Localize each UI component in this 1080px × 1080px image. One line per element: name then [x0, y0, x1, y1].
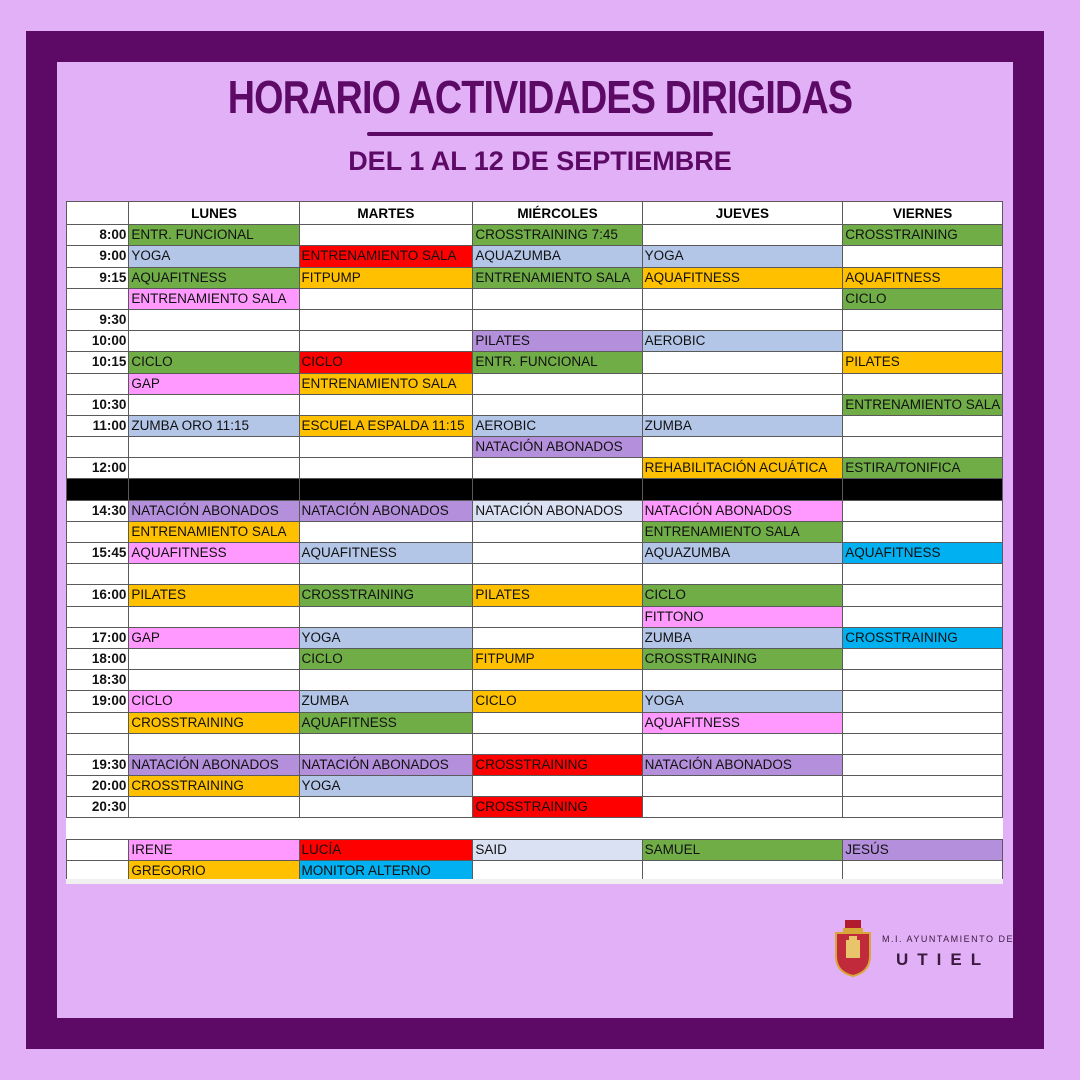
lunch-cell [67, 479, 129, 500]
schedule-row [67, 352, 1003, 373]
activity-cell: ENTRENAMIENTO SALA [129, 288, 299, 309]
activity-cell: AQUAFITNESS [843, 267, 1003, 288]
activity-cell: ENTRENAMIENTO SALA [473, 267, 642, 288]
activity-cell [642, 309, 843, 330]
activity-cell [642, 394, 843, 415]
time-cell: 16:00 [67, 585, 129, 606]
schedule-row [67, 521, 1003, 542]
activity-cell: CROSSTRAINING [843, 627, 1003, 648]
activity-cell [299, 394, 473, 415]
spacer-cell [473, 818, 642, 839]
activity-cell [129, 458, 299, 479]
activity-cell [642, 352, 843, 373]
time-cell: 18:30 [67, 670, 129, 691]
time-cell: 14:30 [67, 500, 129, 521]
activity-cell [129, 606, 299, 627]
activity-cell: NATACIÓN ABONADOS [642, 500, 843, 521]
time-cell: 19:00 [67, 691, 129, 712]
activity-cell [299, 458, 473, 479]
schedule-row [67, 585, 1003, 606]
lunch-cell [299, 479, 473, 500]
activity-cell: SAMUEL [642, 839, 843, 860]
activity-cell: NATACIÓN ABONADOS [129, 754, 299, 775]
time-cell [67, 839, 129, 860]
activity-cell: REHABILITACIÓN ACUÁTICA [642, 458, 843, 479]
lunch-cell [642, 479, 843, 500]
time-cell: 12:00 [67, 458, 129, 479]
time-cell: 10:30 [67, 394, 129, 415]
schedule-row [67, 691, 1003, 712]
activity-cell: CROSSTRAINING [473, 797, 642, 818]
day-header: VIERNES [843, 202, 1003, 225]
activity-cell: ENTR. FUNCIONAL [473, 352, 642, 373]
header-row [67, 202, 1003, 225]
schedule-row [67, 733, 1003, 754]
activity-cell: CICLO [129, 691, 299, 712]
activity-cell [129, 437, 299, 458]
activity-cell [843, 373, 1003, 394]
time-cell: 19:30 [67, 754, 129, 775]
time-cell [67, 437, 129, 458]
time-cell: 20:30 [67, 797, 129, 818]
activity-cell [843, 776, 1003, 797]
schedule-row [67, 606, 1003, 627]
activity-cell [642, 733, 843, 754]
lunch-cell [843, 479, 1003, 500]
activity-cell: AQUAFITNESS [129, 543, 299, 564]
activity-cell [129, 564, 299, 585]
activity-cell [299, 288, 473, 309]
activity-cell: PILATES [843, 352, 1003, 373]
activity-cell: NATACIÓN ABONADOS [473, 437, 642, 458]
activity-cell [843, 648, 1003, 669]
activity-cell: YOGA [299, 627, 473, 648]
activity-cell: CROSSTRAINING [843, 225, 1003, 246]
time-cell [67, 733, 129, 754]
activity-cell: AQUAFITNESS [299, 712, 473, 733]
time-cell: 11:00 [67, 415, 129, 436]
activity-cell: CROSSTRAINING [129, 776, 299, 797]
schedule-row [67, 373, 1003, 394]
activity-cell [473, 564, 642, 585]
activity-cell: AQUAFITNESS [642, 267, 843, 288]
activity-cell: CICLO [299, 648, 473, 669]
activity-cell [129, 648, 299, 669]
activity-cell: GAP [129, 627, 299, 648]
activity-cell: GAP [129, 373, 299, 394]
activity-cell: AQUAFITNESS [129, 267, 299, 288]
activity-cell [129, 309, 299, 330]
activity-cell: YOGA [642, 246, 843, 267]
activity-cell [843, 331, 1003, 352]
activity-cell [299, 309, 473, 330]
activity-cell: AQUAZUMBA [473, 246, 642, 267]
activity-cell [299, 670, 473, 691]
time-cell: 17:00 [67, 627, 129, 648]
time-cell [67, 373, 129, 394]
activity-cell: ESTIRA/TONIFICA [843, 458, 1003, 479]
activity-cell: CICLO [299, 352, 473, 373]
activity-cell: NATACIÓN ABONADOS [299, 500, 473, 521]
day-header: JUEVES [642, 202, 843, 225]
activity-cell: CROSSTRAINING [642, 648, 843, 669]
sheet-tab-strip [66, 879, 1003, 884]
activity-cell [473, 373, 642, 394]
time-cell: 8:00 [67, 225, 129, 246]
activity-cell: AQUAFITNESS [843, 543, 1003, 564]
activity-cell [642, 670, 843, 691]
activity-cell: YOGA [299, 776, 473, 797]
activity-cell [473, 394, 642, 415]
activity-cell [843, 500, 1003, 521]
activity-cell [299, 564, 473, 585]
activity-cell [129, 733, 299, 754]
spacer-cell [129, 818, 299, 839]
activity-cell [129, 670, 299, 691]
schedule-row [67, 415, 1003, 436]
activity-cell: AQUAFITNESS [299, 543, 473, 564]
activity-cell: NATACIÓN ABONADOS [642, 754, 843, 775]
activity-cell: NATACIÓN ABONADOS [129, 500, 299, 521]
activity-cell [299, 733, 473, 754]
activity-cell: PILATES [129, 585, 299, 606]
schedule-table [66, 201, 1003, 882]
activity-cell: CROSSTRAINING [299, 585, 473, 606]
schedule-row [67, 437, 1003, 458]
activity-cell: FITPUMP [473, 648, 642, 669]
schedule-row [67, 543, 1003, 564]
activity-cell [642, 288, 843, 309]
activity-cell: CICLO [843, 288, 1003, 309]
activity-cell [843, 754, 1003, 775]
schedule-row [67, 394, 1003, 415]
activity-cell [843, 246, 1003, 267]
schedule-row [67, 331, 1003, 352]
activity-cell: CICLO [129, 352, 299, 373]
spacer-cell [843, 818, 1003, 839]
activity-cell [299, 437, 473, 458]
schedule-row [67, 712, 1003, 733]
activity-cell: CICLO [642, 585, 843, 606]
time-cell: 9:30 [67, 309, 129, 330]
activity-cell [299, 225, 473, 246]
schedule-row [67, 797, 1003, 818]
schedule-row [67, 839, 1003, 860]
spacer-row [67, 818, 1003, 839]
activity-cell: PILATES [473, 331, 642, 352]
activity-cell: ENTRENAMIENTO SALA [129, 521, 299, 542]
time-cell: 10:15 [67, 352, 129, 373]
activity-cell [843, 437, 1003, 458]
logo-name: UTIEL [896, 950, 991, 969]
activity-cell [843, 797, 1003, 818]
activity-cell: LUCÍA [299, 839, 473, 860]
activity-cell: FITTONO [642, 606, 843, 627]
activity-cell: ESCUELA ESPALDA 11:15 [299, 415, 473, 436]
activity-cell: JESÚS [843, 839, 1003, 860]
activity-cell: IRENE [129, 839, 299, 860]
time-header [67, 202, 129, 225]
page-subtitle: DEL 1 AL 12 DE SEPTIEMBRE [348, 146, 732, 176]
activity-cell [299, 331, 473, 352]
schedule-row [67, 267, 1003, 288]
activity-cell [642, 797, 843, 818]
time-cell: 10:00 [67, 331, 129, 352]
activity-cell: AEROBIC [642, 331, 843, 352]
day-header: MARTES [299, 202, 473, 225]
activity-cell [642, 776, 843, 797]
activity-cell: GREGORIO [129, 860, 299, 881]
schedule-row [67, 500, 1003, 521]
activity-cell [129, 394, 299, 415]
activity-cell [473, 521, 642, 542]
activity-cell [299, 521, 473, 542]
day-header: LUNES [129, 202, 299, 225]
schedule-sheet [66, 201, 1003, 884]
activity-cell [843, 712, 1003, 733]
time-cell [67, 606, 129, 627]
activity-cell [473, 733, 642, 754]
activity-cell: CROSSTRAINING [473, 754, 642, 775]
activity-cell [473, 309, 642, 330]
activity-cell [473, 712, 642, 733]
activity-cell [473, 606, 642, 627]
schedule-row [67, 754, 1003, 775]
activity-cell: NATACIÓN ABONADOS [473, 500, 642, 521]
title-divider [367, 132, 713, 136]
activity-cell: SAID [473, 839, 642, 860]
spacer-cell [67, 818, 129, 839]
activity-cell [843, 309, 1003, 330]
activity-cell [642, 564, 843, 585]
activity-cell [843, 670, 1003, 691]
activity-cell: ZUMBA [299, 691, 473, 712]
activity-cell: CROSSTRAINING 7:45 [473, 225, 642, 246]
activity-cell [473, 776, 642, 797]
time-cell [67, 288, 129, 309]
logo-subtitle: M.I. AYUNTAMIENTO DE [882, 934, 1015, 944]
activity-cell: NATACIÓN ABONADOS [299, 754, 473, 775]
lunch-break-row [67, 479, 1003, 500]
activity-cell [299, 797, 473, 818]
activity-cell: ZUMBA [642, 415, 843, 436]
activity-cell [843, 585, 1003, 606]
schedule-row [67, 670, 1003, 691]
activity-cell: ENTRENAMIENTO SALA [299, 246, 473, 267]
activity-cell [299, 606, 473, 627]
day-header: MIÉRCOLES [473, 202, 642, 225]
schedule-row [67, 246, 1003, 267]
schedule-row [67, 564, 1003, 585]
time-cell: 18:00 [67, 648, 129, 669]
activity-cell: AQUAZUMBA [642, 543, 843, 564]
activity-cell: YOGA [129, 246, 299, 267]
activity-cell: ZUMBA [642, 627, 843, 648]
activity-cell: ENTR. FUNCIONAL [129, 225, 299, 246]
schedule-row [67, 648, 1003, 669]
activity-cell: CICLO [473, 691, 642, 712]
schedule-row [67, 225, 1003, 246]
activity-cell [473, 458, 642, 479]
time-cell: 20:00 [67, 776, 129, 797]
activity-cell: ENTRENAMIENTO SALA [299, 373, 473, 394]
schedule-row [67, 776, 1003, 797]
activity-cell [642, 437, 843, 458]
time-cell: 9:15 [67, 267, 129, 288]
lunch-cell [473, 479, 642, 500]
time-cell [67, 564, 129, 585]
activity-cell [843, 606, 1003, 627]
activity-cell [843, 691, 1003, 712]
activity-cell: YOGA [642, 691, 843, 712]
time-cell: 15:45 [67, 543, 129, 564]
activity-cell: AEROBIC [473, 415, 642, 436]
schedule-row [67, 288, 1003, 309]
activity-cell [129, 797, 299, 818]
activity-cell: ZUMBA ORO 11:15 [129, 415, 299, 436]
activity-cell: FITPUMP [299, 267, 473, 288]
spacer-cell [299, 818, 473, 839]
activity-cell [473, 288, 642, 309]
activity-cell: PILATES [473, 585, 642, 606]
time-cell [67, 521, 129, 542]
activity-cell [843, 415, 1003, 436]
activity-cell: ENTRENAMIENTO SALA [843, 394, 1003, 415]
spacer-cell [642, 818, 843, 839]
page-title: HORARIO ACTIVIDADES DIRIGIDAS [227, 71, 853, 123]
schedule-body [67, 225, 1003, 882]
activity-cell [843, 564, 1003, 585]
activity-cell [642, 373, 843, 394]
activity-cell: ENTRENAMIENTO SALA [642, 521, 843, 542]
activity-cell: MONITOR ALTERNO [299, 860, 473, 881]
schedule-row [67, 627, 1003, 648]
time-cell [67, 712, 129, 733]
activity-cell: CROSSTRAINING [129, 712, 299, 733]
activity-cell [473, 670, 642, 691]
schedule-row [67, 309, 1003, 330]
activity-cell [843, 733, 1003, 754]
activity-cell [473, 543, 642, 564]
activity-cell: AQUAFITNESS [642, 712, 843, 733]
time-cell: 9:00 [67, 246, 129, 267]
coat-of-arms-icon [832, 918, 874, 978]
activity-cell [642, 225, 843, 246]
lunch-cell [129, 479, 299, 500]
schedule-row [67, 458, 1003, 479]
activity-cell [129, 331, 299, 352]
activity-cell [843, 521, 1003, 542]
activity-cell [473, 627, 642, 648]
